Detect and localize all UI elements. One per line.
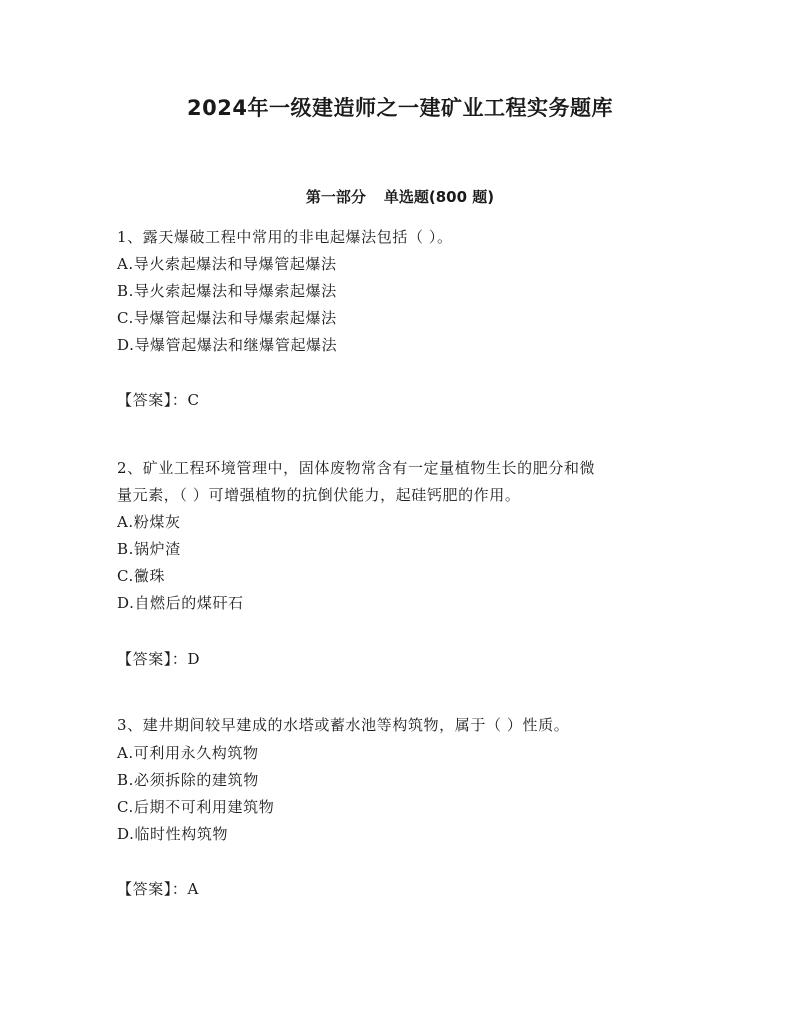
answer: 【答案】：D [117,650,201,668]
section-heading [0,186,800,207]
answer: 【答案】：C [117,391,200,409]
option-c: C.后期不可利用建筑物 [117,798,275,816]
option-b: B.锅炉渣 [117,540,181,558]
option-d: D.临时性构筑物 [117,825,229,843]
question-stem: 1、露天爆破工程中常用的非电起爆法包括（ ）。 [117,228,453,246]
option-d: D.自燃后的煤矸石 [117,594,244,612]
option-b: B.导火索起爆法和导爆索起爆法 [117,282,337,300]
option-a: A.导火索起爆法和导爆管起爆法 [117,255,337,273]
section-name: 单选题(800 题) [383,188,495,206]
answer: 【答案】：A [117,880,199,898]
option-b: B.必须拆除的建筑物 [117,771,259,789]
document-title: 2024年一级建造师之一建矿业工程实务题库 [187,96,613,120]
question-stem: 2、矿业工程环境管理中，固体废物常含有一定量植物生长的肥分和微 [117,459,596,477]
option-a: A.可利用永久构筑物 [117,744,259,762]
option-a: A.粉煤灰 [117,513,181,531]
question-stem-continued: 量元素，（ ）可增强植物的抗倒伏能力，起硅钙肥的作用。 [117,486,521,504]
option-c: C.导爆管起爆法和导爆索起爆法 [117,309,337,327]
option-d: D.导爆管起爆法和继爆管起爆法 [117,336,338,354]
section-part: 第一部分 [305,188,366,206]
question-stem: 3、建井期间较早建成的水塔或蓄水池等构筑物，属于（ ）性质。 [117,716,570,734]
option-c: C.黴珠 [117,567,166,585]
